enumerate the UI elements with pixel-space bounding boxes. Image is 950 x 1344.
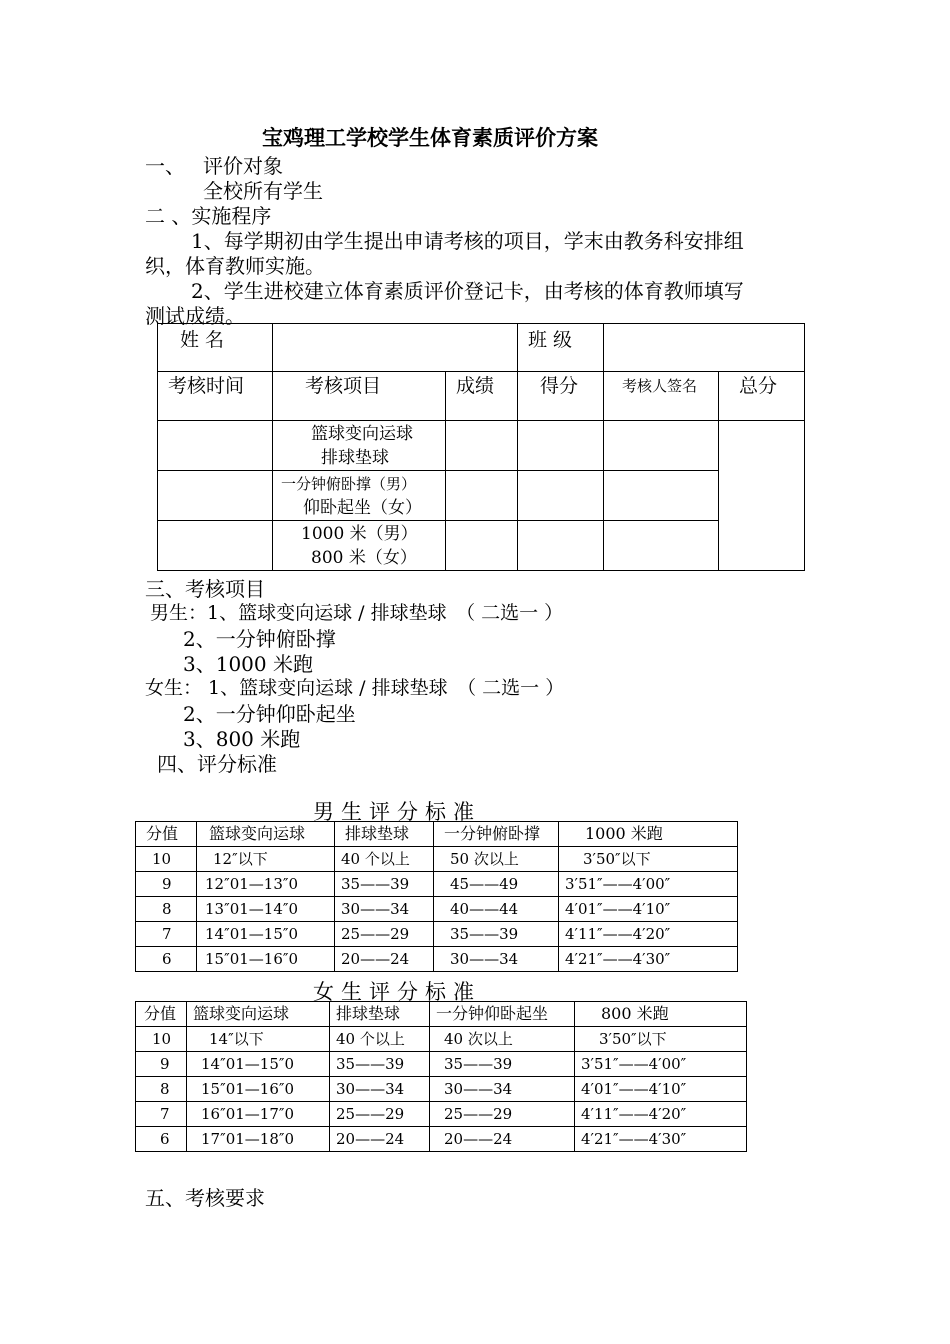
female-cell-points: 6: [136, 1127, 187, 1152]
male-cell-basketball: 13″01—14″0: [197, 897, 335, 922]
section-one-heading: 评价对象: [203, 154, 283, 178]
result-cell: [446, 471, 518, 521]
result-cell: [446, 421, 518, 471]
male-item-1: 男生：1、篮球变向运球 / 排球垫球 （ 二选一 ）: [150, 602, 564, 624]
male-cell-points: 7: [136, 922, 197, 947]
male-cell-pushup: 40——44: [434, 897, 559, 922]
registration-card-table: [157, 323, 805, 571]
female-header-volleyball: 排球垫球: [330, 1002, 430, 1027]
section-five-heading: 五、考核要求: [145, 1186, 265, 1210]
male-cell-pushup: 50 次以上: [434, 847, 559, 872]
female-cell-situp: 25——29: [430, 1102, 575, 1127]
female-item-2: 2、一分钟仰卧起坐: [183, 702, 356, 726]
female-cell-points: 8: [136, 1077, 187, 1102]
male-header-points: 分值: [136, 822, 197, 847]
header-exam-time: 考核时间: [158, 372, 273, 421]
name-label: 姓 名: [158, 324, 273, 372]
table-row: [136, 1052, 747, 1077]
exam-time-cell: [158, 521, 273, 571]
paragraph-1-line-2: 织，体育教师实施。: [145, 254, 325, 278]
header-total: 总分: [719, 372, 805, 421]
female-cell-situp: 40 次以上: [430, 1027, 575, 1052]
exam-item-run-male: 1000 米（男）: [301, 524, 418, 544]
female-cell-volleyball: 25——29: [330, 1102, 430, 1127]
male-cell-volleyball: 30——34: [335, 897, 434, 922]
header-examiner-signature: 考核人签名: [604, 372, 719, 421]
female-table-caption: 女生评分标准: [313, 980, 481, 1004]
score-cell: [518, 421, 604, 471]
paragraph-2-line-2: 测试成绩。: [145, 304, 245, 328]
female-score-table: [135, 1001, 747, 1152]
name-field: [273, 324, 518, 372]
female-cell-points: 9: [136, 1052, 187, 1077]
signature-cell: [604, 521, 719, 571]
female-cell-volleyball: 35——39: [330, 1052, 430, 1077]
score-cell: [518, 521, 604, 571]
table-row: [136, 872, 738, 897]
table-row: [136, 947, 738, 972]
female-cell-basketball: 17″01—18″0: [187, 1127, 330, 1152]
male-cell-volleyball: 20——24: [335, 947, 434, 972]
male-cell-volleyball: 35——39: [335, 872, 434, 897]
section-one-number: 一、: [145, 154, 185, 178]
exam-item-run-female: 800 米（女）: [311, 548, 417, 568]
male-cell-basketball: 12″01—13″0: [197, 872, 335, 897]
female-header-situp: 一分钟仰卧起坐: [430, 1002, 575, 1027]
male-cell-basketball: 14″01—15″0: [197, 922, 335, 947]
male-cell-pushup: 35——39: [434, 922, 559, 947]
female-cell-basketball: 14″01—15″0: [187, 1052, 330, 1077]
table-row: [136, 1027, 747, 1052]
female-header-points: 分值: [136, 1002, 187, 1027]
male-cell-run: 4′11″——4′20″: [559, 922, 738, 947]
table-row: [136, 1077, 747, 1102]
result-cell: [446, 521, 518, 571]
female-header-basketball: 篮球变向运球: [187, 1002, 330, 1027]
female-item-1: 女生： 1、篮球变向运球 / 排球垫球 （ 二选一 ）: [145, 677, 565, 699]
female-cell-volleyball: 40 个以上: [330, 1027, 430, 1052]
female-cell-basketball: 14″以下: [187, 1027, 330, 1052]
signature-cell: [604, 421, 719, 471]
female-cell-run: 4′01″——4′10″: [575, 1077, 747, 1102]
female-header-run: 800 米跑: [575, 1002, 747, 1027]
male-header-pushup: 一分钟俯卧撑: [434, 822, 559, 847]
class-label: 班 级: [518, 324, 604, 372]
male-cell-run: 4′21″——4′30″: [559, 947, 738, 972]
exam-time-cell: [158, 471, 273, 521]
exam-item-pushup: 一分钟俯卧撑（男）: [281, 475, 417, 493]
male-header-volleyball: 排球垫球: [335, 822, 434, 847]
header-score: 得分: [518, 372, 604, 421]
exam-item-situp: 仰卧起坐（女）: [303, 498, 422, 518]
female-cell-volleyball: 30——34: [330, 1077, 430, 1102]
male-cell-pushup: 30——34: [434, 947, 559, 972]
section-two-heading: 二 、实施程序: [145, 204, 272, 228]
section-four-heading: 四、评分标准: [157, 752, 277, 776]
exam-item-volleyball: 排球垫球: [321, 448, 389, 468]
female-cell-run: 3′51″——4′00″: [575, 1052, 747, 1077]
male-cell-basketball: 15″01—16″0: [197, 947, 335, 972]
male-header-basketball: 篮球变向运球: [197, 822, 335, 847]
male-cell-points: 9: [136, 872, 197, 897]
male-cell-run: 4′01″——4′10″: [559, 897, 738, 922]
male-cell-pushup: 45——49: [434, 872, 559, 897]
table-row: [136, 1127, 747, 1152]
male-cell-volleyball: 40 个以上: [335, 847, 434, 872]
female-cell-situp: 35——39: [430, 1052, 575, 1077]
header-result: 成绩: [446, 372, 518, 421]
male-cell-points: 8: [136, 897, 197, 922]
exam-item-strength: [273, 471, 446, 521]
section-one-body: 全校所有学生: [203, 179, 323, 203]
male-cell-points: 10: [136, 847, 197, 872]
male-cell-basketball: 12″以下: [197, 847, 335, 872]
female-cell-points: 7: [136, 1102, 187, 1127]
signature-cell: [604, 471, 719, 521]
table-row: [136, 897, 738, 922]
female-cell-volleyball: 20——24: [330, 1127, 430, 1152]
table-row: [136, 1102, 747, 1127]
class-field: [604, 324, 805, 372]
female-item-3: 3、800 米跑: [183, 727, 301, 751]
paragraph-2-line-1: 2、学生进校建立体育素质评价登记卡，由考核的体育教师填写: [191, 279, 744, 303]
table-row: [136, 922, 738, 947]
exam-item-ball: [273, 421, 446, 471]
exam-time-cell: [158, 421, 273, 471]
female-cell-run: 4′11″——4′20″: [575, 1102, 747, 1127]
female-cell-situp: 30——34: [430, 1077, 575, 1102]
page-title: 宝鸡理工学校学生体育素质评价方案: [262, 125, 598, 150]
score-cell: [518, 471, 604, 521]
male-item-2: 2、一分钟俯卧撑: [183, 627, 336, 651]
paragraph-1-line-1: 1、每学期初由学生提出申请考核的项目，学末由教务科安排组: [191, 229, 744, 253]
male-cell-run: 3′51″——4′00″: [559, 872, 738, 897]
header-exam-item: 考核项目: [273, 372, 446, 421]
section-three-heading: 三、考核项目: [145, 577, 265, 601]
table-row: [136, 847, 738, 872]
female-cell-situp: 20——24: [430, 1127, 575, 1152]
male-cell-volleyball: 25——29: [335, 922, 434, 947]
total-cell: [719, 421, 805, 571]
exam-item-basketball: 篮球变向运球: [311, 424, 413, 444]
female-cell-points: 10: [136, 1027, 187, 1052]
male-cell-run: 3′50″以下: [559, 847, 738, 872]
male-table-caption: 男生评分标准: [313, 800, 481, 824]
female-cell-run: 4′21″——4′30″: [575, 1127, 747, 1152]
male-item-3: 3、1000 米跑: [183, 652, 313, 676]
male-cell-points: 6: [136, 947, 197, 972]
male-score-table: [135, 821, 738, 972]
female-cell-run: 3′50″以下: [575, 1027, 747, 1052]
female-cell-basketball: 15″01—16″0: [187, 1077, 330, 1102]
exam-item-run: [273, 521, 446, 571]
female-cell-basketball: 16″01—17″0: [187, 1102, 330, 1127]
male-header-run: 1000 米跑: [559, 822, 738, 847]
